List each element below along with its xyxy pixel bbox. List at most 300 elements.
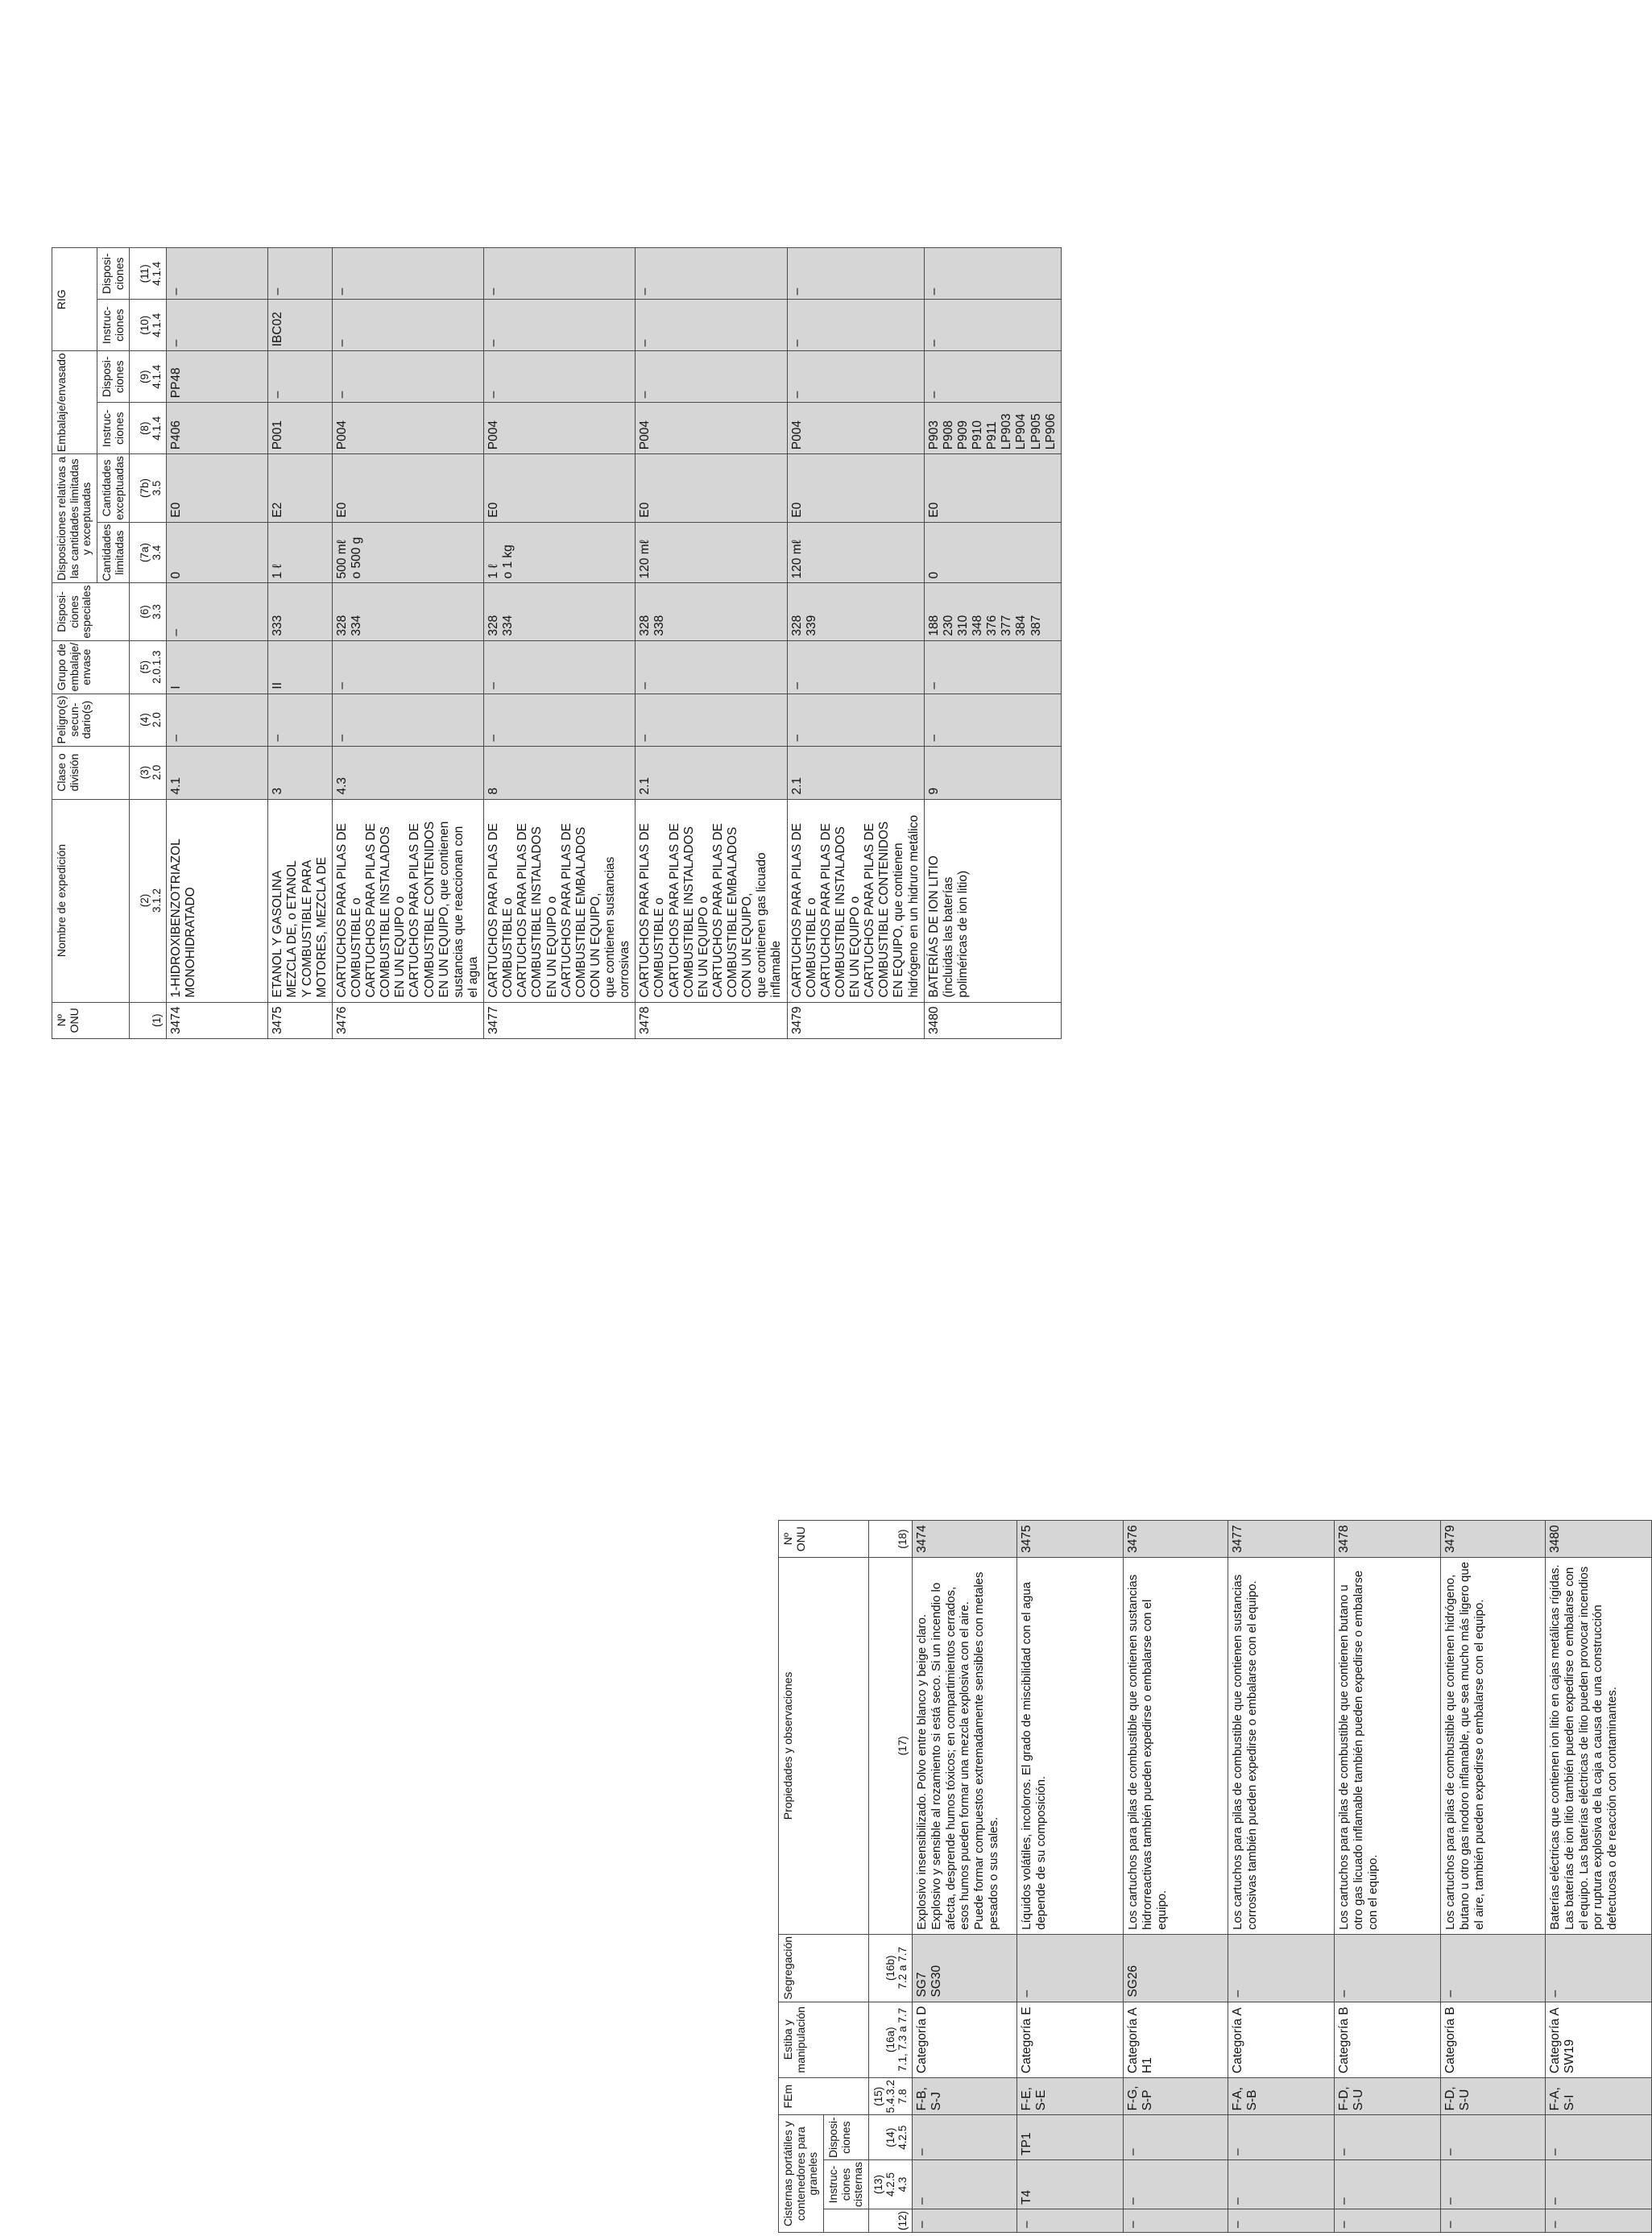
excepted-qty-cell: E0 [167, 454, 268, 522]
header-un-number: Nº ONU [52, 1002, 130, 1038]
table-row [924, 248, 1061, 1039]
special-provisions-cell-line: 376 [985, 615, 1000, 636]
special-provisions-cell-line: 339 [804, 615, 818, 636]
class-cell: 4.3 [332, 746, 483, 799]
properties-cell-line: el aire, también pueden expedirse o embalarse con el equipo. [1472, 1599, 1486, 1930]
special-provisions-cell [332, 583, 483, 640]
tank-provision-cell: – [1546, 2115, 1652, 2160]
header-ibc-provisions: Disposi-ciones [97, 248, 130, 300]
stowage-cell [1124, 2002, 1228, 2078]
right-table-body [913, 1521, 1652, 2233]
header-ibc-instructions: Instruc-ciones [97, 300, 130, 351]
properties-cell-line: Baterías eléctricas que contienen ion litio en cajas metálicas rígidas. [1548, 1564, 1563, 1930]
header-limited: Cantidades limitadas [97, 522, 130, 583]
packing-instruction-cell-line: LP906 [1043, 413, 1058, 450]
packing-group-cell: – [332, 640, 483, 694]
segregation-cell-line: SG26 [1126, 1965, 1141, 1998]
header-tank-provisions: Disposi-ciones [824, 2115, 869, 2160]
ems-cell: F-D, S-U [1441, 2078, 1546, 2115]
properties-cell-line: equipo. [1154, 1890, 1169, 1930]
tank-blank-cell: – [1335, 2209, 1441, 2232]
tank-instruction-cell: T4 [1017, 2159, 1124, 2209]
ibc-provision-cell: – [787, 248, 924, 300]
ibc-instruction-cell: – [924, 300, 1061, 351]
ibc-provision-cell: – [332, 248, 483, 300]
special-provisions-cell [484, 583, 636, 640]
tank-instruction-cell: – [1546, 2159, 1652, 2209]
stowage-cell [1017, 2002, 1124, 2078]
packing-provision-cell: – [924, 351, 1061, 403]
name-cell-line: COMBUSTIBLE INSTALADOS [379, 826, 393, 998]
un-cell-right: 3480 [1546, 1521, 1652, 1557]
special-provisions-cell [787, 583, 924, 640]
ibc-provision-cell: – [924, 248, 1061, 300]
ibc-provision-cell: – [268, 248, 333, 300]
properties-cell-line: defectuosa o de reacción con contaminantes. [1605, 1687, 1620, 1930]
tank-provision-cell: – [1124, 2115, 1228, 2160]
limited-qty-cell [167, 522, 268, 583]
segregation-cell [1335, 1934, 1441, 2002]
header-subsidiary-risk: Peligro(s) secun-dario(s) [52, 694, 130, 746]
stowage-cell [913, 2002, 1017, 2078]
table-row [1017, 1521, 1124, 2233]
packing-provision-cell: – [268, 351, 333, 403]
tank-blank-cell: – [1124, 2209, 1228, 2232]
un-cell: 3477 [484, 1002, 636, 1038]
packing-instruction-cell [167, 403, 268, 454]
name-cell [167, 799, 268, 1002]
header-shipping-name: Nombre de expedición [52, 799, 130, 1002]
name-cell [787, 799, 924, 1002]
special-provisions-cell [167, 583, 268, 640]
limited-qty-cell-line: o 500 g [349, 536, 363, 579]
tank-instruction-cell: – [1124, 2159, 1228, 2209]
ibc-instruction-cell: – [167, 300, 268, 351]
special-provisions-cell-line: 338 [652, 615, 667, 636]
segregation-cell [1017, 1934, 1124, 2002]
table-row [268, 248, 333, 1039]
name-cell-line: sustancias que reaccionan con [451, 826, 466, 998]
properties-cell [1335, 1557, 1441, 1934]
name-cell-line: CARTUCHOS PARA PILAS DE [364, 823, 379, 998]
header-special-provisions: Disposi-ciones especiales [52, 583, 130, 640]
excepted-qty-cell: E2 [268, 454, 333, 522]
left-page [52, 247, 1062, 1039]
properties-cell-line: Las baterías de ion litio también pueden expedirse o embalarse con [1563, 1567, 1577, 1930]
header-packing-instructions: Instruc-ciones [97, 403, 130, 454]
limited-qty-cell [636, 522, 787, 583]
header-limited-excepted: Disposiciones relativas a las cantidades limitadas y exceptuadas [52, 454, 97, 583]
packing-instruction-cell-line: P004 [638, 420, 652, 450]
ibc-instruction-cell: – [787, 300, 924, 351]
special-provisions-cell-line: 328 [789, 615, 804, 636]
properties-cell-line: depende de su composición. [1034, 1775, 1049, 1930]
name-cell [484, 799, 636, 1002]
colnum-10: (10) 4.1.4 [130, 300, 167, 351]
tank-provision-cell: – [1335, 2115, 1441, 2160]
stowage-cell [1546, 2002, 1652, 2078]
packing-provision-cell: – [787, 351, 924, 403]
special-provisions-cell-line: 328 [638, 615, 652, 636]
colnum-16a: (16a) 7.1, 7.3 a 7.7 [869, 2002, 913, 2078]
class-cell: 2.1 [636, 746, 787, 799]
special-provisions-cell-line: 230 [941, 615, 955, 636]
table-row [484, 248, 636, 1039]
un-cell-right: 3474 [913, 1521, 1017, 1557]
limited-qty-cell [332, 522, 483, 583]
stowage-cell-line: Categoría B [1337, 2006, 1352, 2074]
special-provisions-cell-line: 333 [271, 615, 285, 636]
properties-cell-line: Los cartuchos para pilas de combustible que contienen sustancias [1231, 1574, 1245, 1930]
stowage-cell-line: SW19 [1563, 2039, 1577, 2074]
header-blank [824, 2209, 869, 2232]
un-cell-right: 3478 [1335, 1521, 1441, 1557]
segregation-cell [1546, 1934, 1652, 2002]
colnum-4: (4) 2.0 [130, 694, 167, 746]
subsidiary-risk-cell: – [787, 694, 924, 746]
tank-provision-cell: – [913, 2115, 1017, 2160]
packing-group-cell: – [636, 640, 787, 694]
packing-instruction-cell-line: P004 [486, 420, 501, 450]
excepted-qty-cell: E0 [924, 454, 1061, 522]
properties-cell-line: Puede formar compuestos extremadamente sensibles con metales [972, 1571, 987, 1930]
segregation-cell-line: – [1231, 1990, 1245, 1998]
name-cell-line: COMBUSTIBLE o [652, 897, 667, 998]
un-cell-right: 3475 [1017, 1521, 1124, 1557]
tank-instruction-cell: – [1228, 2159, 1335, 2209]
subsidiary-risk-cell: – [167, 694, 268, 746]
header-excepted: Cantidades exceptuadas [97, 454, 130, 522]
name-cell-line: CON UN EQUIPO, [588, 892, 602, 998]
colnum-14: (14) 4.2.5 [869, 2115, 913, 2160]
un-cell: 3479 [787, 1002, 924, 1038]
properties-cell-line: afecta, desprende humos tóxicos; en compartimientos cerrados, [943, 1586, 958, 1930]
limited-qty-cell-line: 500 mℓ [334, 540, 349, 579]
name-cell-line: CON UN EQUIPO, [740, 892, 755, 998]
special-provisions-cell-line: 328 [486, 615, 501, 636]
colnum-16b: (16b) 7.2 a 7.7 [869, 1934, 913, 2002]
special-provisions-cell-line: 384 [1014, 615, 1029, 636]
name-cell-line: BATERÍAS DE ION LITIO [926, 855, 941, 998]
segregation-cell-line: – [1337, 1990, 1352, 1998]
name-cell-line: Y COMBUSTIBLE PARA [300, 859, 314, 998]
colnum-17: (17) [869, 1557, 913, 1934]
un-cell: 3478 [636, 1002, 787, 1038]
limited-qty-cell [787, 522, 924, 583]
packing-instruction-cell-line: LP904 [1014, 413, 1029, 450]
limited-qty-cell-line: 1 ℓ [486, 564, 501, 579]
segregation-cell-line: SG30 [930, 1965, 944, 1998]
packing-group-cell: – [484, 640, 636, 694]
ems-cell: F-D, S-U [1335, 2078, 1441, 2115]
ems-cell: F-E, S-E [1017, 2078, 1124, 2115]
ems-cell: F-A, S-B [1228, 2078, 1335, 2115]
packing-instruction-cell-line: P001 [271, 420, 285, 450]
name-cell-line: COMBUSTIBLE o [804, 897, 818, 998]
table-row [1546, 1521, 1652, 2233]
limited-qty-cell-line: 120 mℓ [638, 540, 652, 579]
properties-cell-line: otro gas licuado inflamable también pueden expedirse o embalarse [1352, 1570, 1366, 1930]
table-row [167, 248, 268, 1039]
packing-provision-cell: – [484, 351, 636, 403]
class-cell: 8 [484, 746, 636, 799]
tank-provision-cell: TP1 [1017, 2115, 1124, 2160]
stowage-cell-line: Categoría D [915, 2006, 930, 2074]
packing-instruction-cell-line: P909 [955, 420, 970, 450]
segregation-cell [913, 1934, 1017, 2002]
properties-cell-line: Explosivo y sensible al rozamiento si está seco. Si un incendio lo [930, 1582, 944, 1930]
name-cell-line: COMBUSTIBLE INSTALADOS [681, 826, 696, 998]
header-tank-instructions: Instruc-ciones cisternas [824, 2159, 869, 2209]
name-cell-line: COMBUSTIBLE CONTENIDOS [877, 821, 892, 998]
properties-cell-line: Los cartuchos para pilas de combustible que contienen sustancias [1126, 1574, 1141, 1930]
name-cell-line: EN UN EQUIPO, que contienen [437, 821, 451, 998]
name-cell-line: CARTUCHOS PARA PILAS DE [515, 823, 530, 998]
properties-cell-line: con el equipo. [1365, 1854, 1380, 1930]
name-cell-line: CARTUCHOS PARA PILAS DE [863, 823, 877, 998]
ibc-instruction-cell: – [332, 300, 483, 351]
table-row [1441, 1521, 1546, 2233]
name-cell-line: COMBUSTIBLE o [501, 897, 515, 998]
name-cell-line: CARTUCHOS PARA PILAS DE [818, 823, 833, 998]
limited-qty-cell-line: 1 ℓ [271, 564, 285, 579]
tank-blank-cell: – [1441, 2209, 1546, 2232]
packing-instruction-cell [924, 403, 1061, 454]
properties-cell-line: Líquidos volátiles, incoloros. El grado de miscibilidad con el agua [1020, 1581, 1034, 1930]
packing-provision-cell: PP48 [167, 351, 268, 403]
stowage-cell-line: Categoría A [1126, 2007, 1141, 2074]
name-cell-line: CARTUCHOS PARA PILAS DE [334, 823, 349, 998]
segregation-cell [1441, 1934, 1546, 2002]
special-provisions-cell-line: 310 [955, 615, 970, 636]
name-cell-line: que contienen gas licuado [755, 852, 769, 998]
name-cell-line: CARTUCHOS PARA PILAS DE [486, 823, 501, 998]
right-page [778, 1520, 1652, 2233]
table-row [1335, 1521, 1441, 2233]
segregation-cell [1228, 1934, 1335, 2002]
colnum-3: (3) 2.0 [130, 746, 167, 799]
class-cell: 9 [924, 746, 1061, 799]
name-cell-line: ETANOL Y GASOLINA [271, 870, 285, 998]
table-row [787, 248, 924, 1039]
tank-blank-cell: – [1017, 2209, 1124, 2232]
limited-qty-cell [924, 522, 1061, 583]
packing-group-cell: II [268, 640, 333, 694]
header-packing: Embalaje/envasado [52, 351, 97, 454]
stowage-cell [1441, 2002, 1546, 2078]
special-provisions-cell [636, 583, 787, 640]
colnum-2: (2) 3.1.2 [130, 799, 167, 1002]
colnum-15: (15) 5.4.3.2 7.8 [869, 2078, 913, 2115]
name-cell-line: EN UN EQUIPO o [848, 896, 863, 998]
packing-instruction-cell-line: P406 [169, 420, 184, 450]
properties-cell-line: corrosivas también pueden expedirse o embalarse con el equipo. [1245, 1580, 1260, 1930]
name-cell-line: COMBUSTIBLE INSTALADOS [833, 826, 847, 998]
packing-instruction-cell [268, 403, 333, 454]
table-row [332, 248, 483, 1039]
class-cell: 3 [268, 746, 333, 799]
name-cell-line: poliméricas de ion litio) [955, 870, 970, 998]
table-row [636, 248, 787, 1039]
header-ems: FEm [779, 2078, 869, 2115]
segregation-cell-line: – [1548, 1990, 1563, 1998]
special-provisions-cell-line: 387 [1029, 615, 1043, 636]
properties-cell-line: Explosivo insensibilizado. Polvo entre blanco y beige claro. [915, 1614, 930, 1930]
special-provisions-cell-line: 328 [334, 615, 349, 636]
packing-group-cell: – [924, 640, 1061, 694]
name-cell-line: COMBUSTIBLE EMBALADOS [726, 826, 740, 998]
segregation-cell-line: – [1020, 1990, 1034, 1998]
name-cell [268, 799, 333, 1002]
stowage-cell [1228, 2002, 1335, 2078]
limited-qty-cell-line: 0 [169, 571, 184, 579]
name-cell-line: corrosivas [618, 940, 632, 998]
packing-instruction-cell-line: P004 [789, 420, 804, 450]
special-provisions-cell-line: 377 [1000, 615, 1014, 636]
header-un-number-right: Nº ONU [779, 1521, 869, 1557]
class-cell: 2.1 [787, 746, 924, 799]
name-cell-line: hidrógeno en un hidruro metálico [906, 814, 921, 998]
limited-qty-cell-line: 0 [926, 571, 941, 579]
header-ibc: RIG [52, 248, 97, 351]
name-cell-line: MOTORES, MEZCLA DE [314, 856, 329, 998]
packing-group-cell: – [787, 640, 924, 694]
header-class: Clase o división [52, 746, 130, 799]
name-cell [332, 799, 483, 1002]
properties-cell [913, 1557, 1017, 1934]
packing-instruction-cell-line: P903 [926, 420, 941, 450]
header-stowage: Estiba y manipulación [779, 2002, 869, 2078]
tank-provision-cell: – [1441, 2115, 1546, 2160]
header-portable-tanks: Cisternas portátiles y contenedores para graneles [779, 2115, 824, 2233]
properties-cell-line: Los cartuchos para pilas de combustible que contienen hidrógeno, [1443, 1574, 1458, 1930]
header-segregation: Segregación [779, 1934, 869, 2002]
un-cell: 3475 [268, 1002, 333, 1038]
dangerous-goods-list-right [778, 1520, 1652, 2233]
properties-cell-line: butano u otro gas inodoro inflamable, que sea mucho más ligero que [1458, 1561, 1472, 1930]
stowage-cell-line: Categoría A [1548, 2007, 1563, 2074]
properties-cell [1017, 1557, 1124, 1934]
limited-qty-cell-line: 120 mℓ [789, 540, 804, 579]
properties-cell [1124, 1557, 1228, 1934]
stowage-cell-line: Categoría A [1231, 2007, 1245, 2074]
ems-cell: F-A, S-I [1546, 2078, 1652, 2115]
colnum-6: (6) 3.3 [130, 583, 167, 640]
ibc-instruction-cell: – [484, 300, 636, 351]
name-cell-line: que contienen sustancias [603, 856, 618, 998]
properties-cell-line: esos humos pueden formar una mezcla explosiva con el aire. [958, 1601, 972, 1930]
packing-instruction-cell-line: P910 [971, 420, 985, 450]
properties-cell-line: Los cartuchos para pilas de combustible que contienen butano u [1337, 1584, 1352, 1930]
left-table-body [167, 248, 1062, 1039]
segregation-cell-line: SG7 [915, 1972, 930, 1998]
tank-blank-cell: – [1228, 2209, 1335, 2232]
properties-cell-line: hidrorreactivas también pueden expedirse o embalarse con el [1141, 1599, 1155, 1930]
tank-instruction-cell: – [913, 2159, 1017, 2209]
name-cell-line: CARTUCHOS PARA PILAS DE [789, 823, 804, 998]
header-properties: Propiedades y observaciones [779, 1557, 869, 1934]
packing-instruction-cell-line: LP903 [1000, 413, 1014, 450]
subsidiary-risk-cell: – [636, 694, 787, 746]
name-cell-line: CARTUCHOS PARA PILAS DE [710, 823, 725, 998]
stowage-cell [1335, 2002, 1441, 2078]
table-row [1124, 1521, 1228, 2233]
name-cell-line: COMBUSTIBLE o [349, 897, 363, 998]
name-cell-line: inflamable [769, 940, 784, 998]
name-cell-line: MONOHIDRATADO [184, 887, 198, 998]
name-cell-line: COMBUSTIBLE INSTALADOS [530, 826, 544, 998]
colnum-13: (13) 4.2.5 4.3 [869, 2159, 913, 2209]
packing-instruction-cell [332, 403, 483, 454]
colnum-18: (18) [869, 1521, 913, 1557]
tank-blank-cell: – [1546, 2209, 1652, 2232]
colnum-1: (1) [130, 1002, 167, 1038]
segregation-cell [1124, 1934, 1228, 2002]
properties-cell [1441, 1557, 1546, 1934]
ibc-provision-cell: – [167, 248, 268, 300]
segregation-cell-line: – [1443, 1990, 1458, 1998]
properties-cell [1546, 1557, 1652, 1934]
name-cell-line: COMBUSTIBLE EMBALADOS [573, 826, 588, 998]
ibc-provision-cell: – [484, 248, 636, 300]
tank-provision-cell: – [1228, 2115, 1335, 2160]
name-cell-line: EN UN EQUIPO o [544, 896, 559, 998]
properties-cell-line: el equipo. Las baterías eléctricas de litio pueden provocar incendios [1576, 1566, 1591, 1930]
properties-cell [1228, 1557, 1335, 1934]
colnum-9: (9) 4.1.4 [130, 351, 167, 403]
packing-instruction-cell-line: P004 [334, 420, 349, 450]
special-provisions-cell-line: 334 [501, 615, 515, 636]
packing-provision-cell: – [636, 351, 787, 403]
excepted-qty-cell: E0 [787, 454, 924, 522]
packing-instruction-cell [484, 403, 636, 454]
name-cell [636, 799, 787, 1002]
un-cell: 3476 [332, 1002, 483, 1038]
ibc-provision-cell: – [636, 248, 787, 300]
limited-qty-cell [268, 522, 333, 583]
excepted-qty-cell: E0 [332, 454, 483, 522]
name-cell-line: 1-HIDROXIBENZOTRIAZOL [169, 838, 184, 998]
special-provisions-cell-line: 334 [349, 615, 363, 636]
tank-instruction-cell: – [1335, 2159, 1441, 2209]
ibc-instruction-cell: – [636, 300, 787, 351]
packing-instruction-cell-line: LP905 [1029, 413, 1043, 450]
tank-blank-cell: – [913, 2209, 1017, 2232]
name-cell-line: EN UN EQUIPO o [696, 896, 710, 998]
header-packing-provisions: Disposi-ciones [97, 351, 130, 403]
subsidiary-risk-cell: – [268, 694, 333, 746]
name-cell-line: CARTUCHOS PARA PILAS DE [408, 823, 422, 998]
colnum-7b: (7b) 3.5 [130, 454, 167, 522]
packing-instruction-cell-line: P911 [985, 421, 1000, 450]
packing-group-cell: I [167, 640, 268, 694]
subsidiary-risk-cell: – [332, 694, 483, 746]
packing-provision-cell: – [332, 351, 483, 403]
stowage-cell-line: H1 [1141, 2057, 1155, 2074]
name-cell-line: (incluidas las baterías [941, 876, 955, 998]
dangerous-goods-list-left [52, 247, 1062, 1039]
excepted-qty-cell: E0 [484, 454, 636, 522]
table-row [913, 1521, 1017, 2233]
name-cell [924, 799, 1061, 1002]
colnum-7a: (7a) 3.4 [130, 522, 167, 583]
subsidiary-risk-cell: – [924, 694, 1061, 746]
special-provisions-cell-line: – [169, 628, 184, 636]
colnum-11: (11) 4.1.4 [130, 248, 167, 300]
stowage-cell-line: Categoría B [1443, 2006, 1458, 2074]
class-cell: 4.1 [167, 746, 268, 799]
ibc-instruction-cell: IBC02 [268, 300, 333, 351]
